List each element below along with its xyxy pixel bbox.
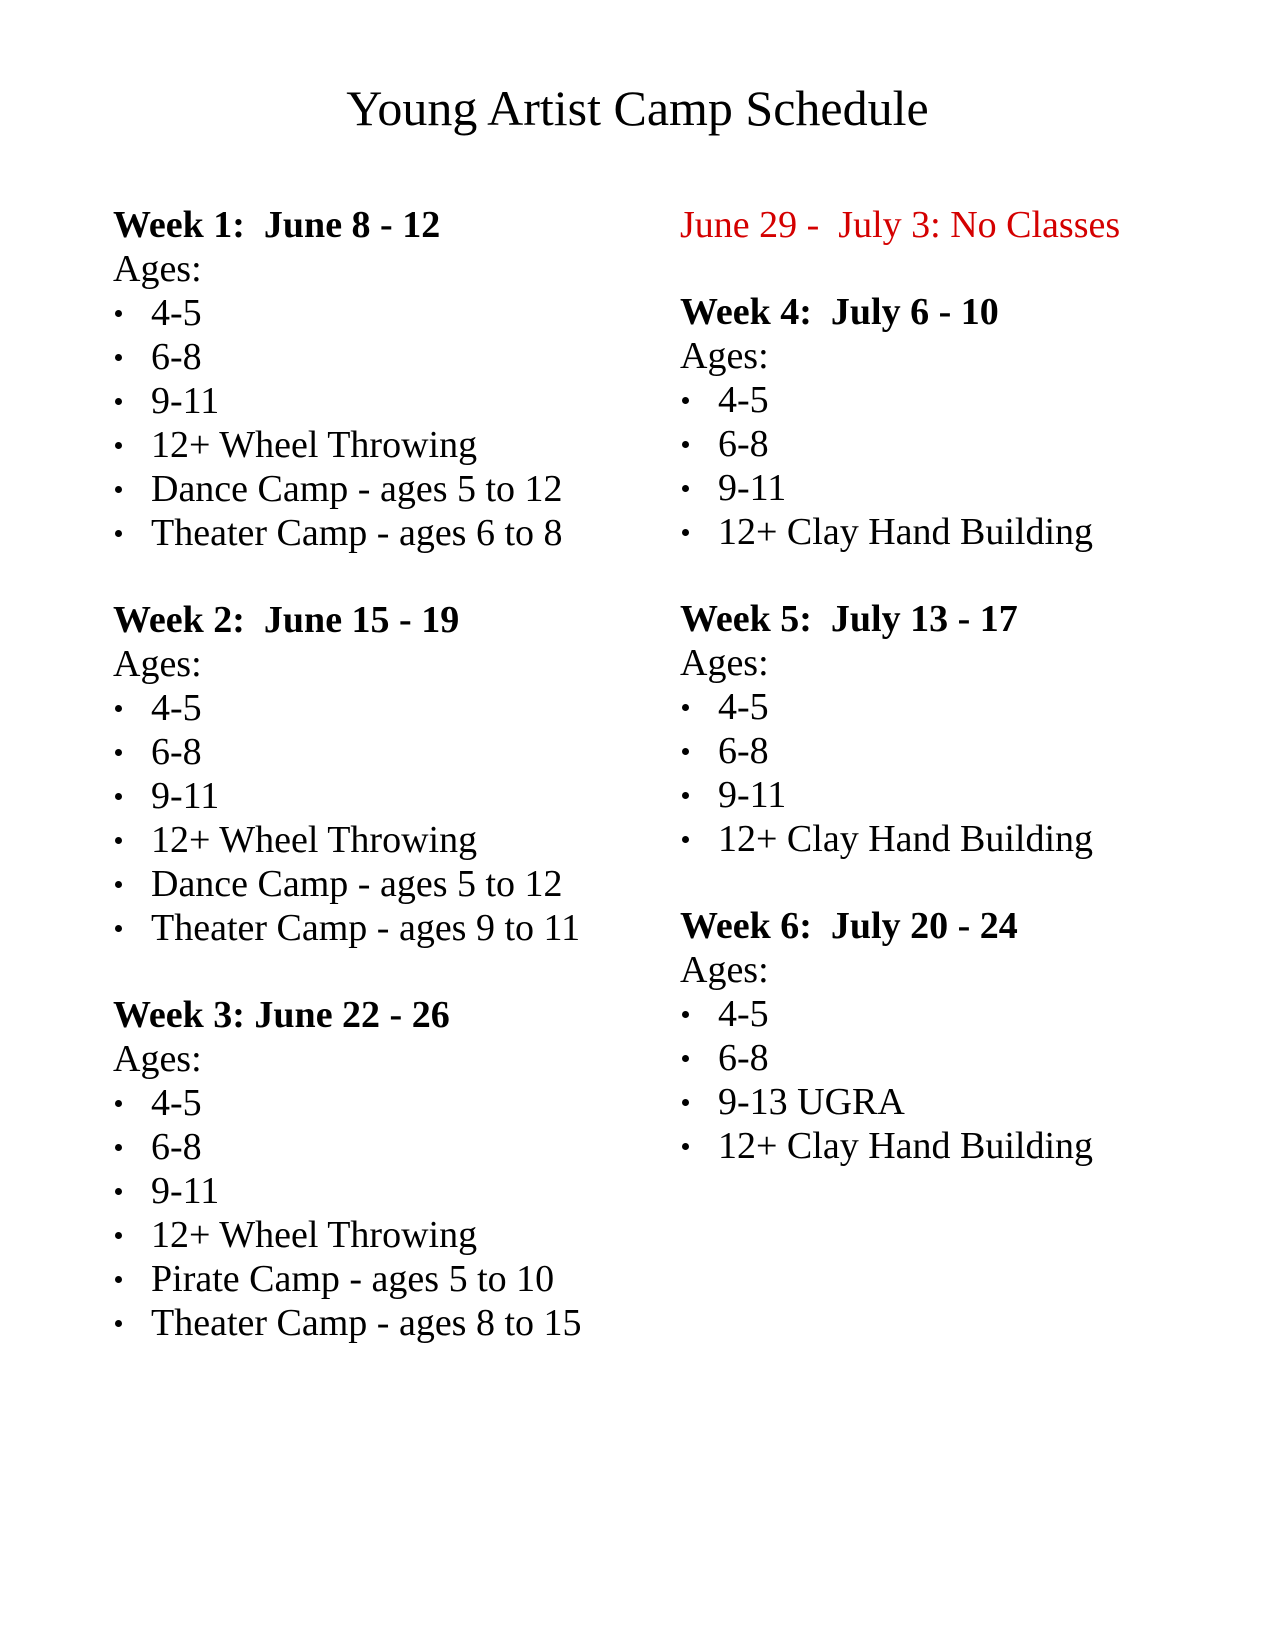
bullet-icon — [682, 441, 689, 448]
week-heading: Week 6: July 20 - 24 — [680, 905, 1018, 947]
right-column — [680, 203, 1240, 1211]
ages-label: Ages: — [680, 335, 769, 377]
list-item: 6-8 — [680, 1036, 1240, 1080]
week-6-section — [680, 904, 1240, 1168]
week-heading: Week 5: July 13 - 17 — [680, 598, 1018, 640]
ages-label: Ages: — [113, 1038, 202, 1080]
list-item: 9-11 — [680, 773, 1240, 817]
list-item: 12+ Clay Hand Building — [680, 817, 1240, 861]
bullet-icon — [115, 1188, 122, 1195]
ages-list — [113, 1081, 673, 1345]
bullet-icon — [682, 748, 689, 755]
ages-list — [113, 686, 673, 950]
week-heading: Week 3: June 22 - 26 — [113, 994, 450, 1036]
list-item: 12+ Wheel Throwing — [113, 818, 673, 862]
bullet-icon — [115, 881, 122, 888]
week-heading: Week 4: July 6 - 10 — [680, 291, 999, 333]
bullet-icon — [115, 486, 122, 493]
bullet-icon — [115, 354, 122, 361]
list-item: 4-5 — [113, 291, 673, 335]
bullet-icon — [682, 792, 689, 799]
week-1-section — [113, 203, 673, 555]
bullet-icon — [682, 1143, 689, 1150]
bullet-icon — [682, 397, 689, 404]
list-item: 9-11 — [113, 379, 673, 423]
ages-label: Ages: — [113, 643, 202, 685]
bullet-icon — [682, 1055, 689, 1062]
week-3-section — [113, 993, 673, 1345]
no-classes-notice: June 29 - July 3: No Classes — [680, 204, 1121, 246]
list-item: 12+ Clay Hand Building — [680, 510, 1240, 554]
ages-label: Ages: — [680, 949, 769, 991]
week-5-section — [680, 597, 1240, 861]
list-item: 6-8 — [113, 1125, 673, 1169]
bullet-icon — [682, 1011, 689, 1018]
list-item: Theater Camp - ages 9 to 11 — [113, 906, 673, 950]
bullet-icon — [115, 705, 122, 712]
bullet-icon — [115, 749, 122, 756]
bullet-icon — [682, 529, 689, 536]
list-item: 9-11 — [113, 1169, 673, 1213]
week-heading: Week 1: June 8 - 12 — [113, 204, 441, 246]
list-item: 4-5 — [113, 686, 673, 730]
page-title: Young Artist Camp Schedule — [346, 80, 929, 136]
week-heading: Week 2: June 15 - 19 — [113, 599, 460, 641]
list-item: Pirate Camp - ages 5 to 10 — [113, 1257, 673, 1301]
bullet-icon — [115, 310, 122, 317]
ages-list — [680, 378, 1240, 554]
bullet-icon — [115, 1232, 122, 1239]
ages-label: Ages: — [113, 248, 202, 290]
bullet-icon — [115, 837, 122, 844]
ages-label: Ages: — [680, 642, 769, 684]
list-item: 6-8 — [113, 335, 673, 379]
week-2-section — [113, 598, 673, 950]
list-item: 9-11 — [113, 774, 673, 818]
ages-list — [113, 291, 673, 555]
bullet-icon — [115, 1100, 122, 1107]
list-item: 6-8 — [113, 730, 673, 774]
bullet-icon — [115, 398, 122, 405]
list-item: 6-8 — [680, 422, 1240, 466]
list-item: Dance Camp - ages 5 to 12 — [113, 862, 673, 906]
list-item: 4-5 — [113, 1081, 673, 1125]
bullet-icon — [115, 1276, 122, 1283]
list-item: 4-5 — [680, 685, 1240, 729]
list-item: 9-11 — [680, 466, 1240, 510]
list-item: Dance Camp - ages 5 to 12 — [113, 467, 673, 511]
list-item: 12+ Clay Hand Building — [680, 1124, 1240, 1168]
list-item: 4-5 — [680, 378, 1240, 422]
week-4-section — [680, 290, 1240, 554]
bullet-icon — [682, 1099, 689, 1106]
bullet-icon — [115, 793, 122, 800]
bullet-icon — [115, 1320, 122, 1327]
bullet-icon — [115, 925, 122, 932]
list-item: 4-5 — [680, 992, 1240, 1036]
bullet-icon — [682, 704, 689, 711]
list-item: 12+ Wheel Throwing — [113, 1213, 673, 1257]
left-column — [113, 203, 673, 1388]
bullet-icon — [115, 1144, 122, 1151]
ages-list — [680, 685, 1240, 861]
ages-list — [680, 992, 1240, 1168]
list-item: Theater Camp - ages 6 to 8 — [113, 511, 673, 555]
list-item: Theater Camp - ages 8 to 15 — [113, 1301, 673, 1345]
bullet-icon — [115, 442, 122, 449]
bullet-icon — [115, 530, 122, 537]
list-item: 9-13 UGRA — [680, 1080, 1240, 1124]
bullet-icon — [682, 485, 689, 492]
list-item: 12+ Wheel Throwing — [113, 423, 673, 467]
list-item: 6-8 — [680, 729, 1240, 773]
bullet-icon — [682, 836, 689, 843]
